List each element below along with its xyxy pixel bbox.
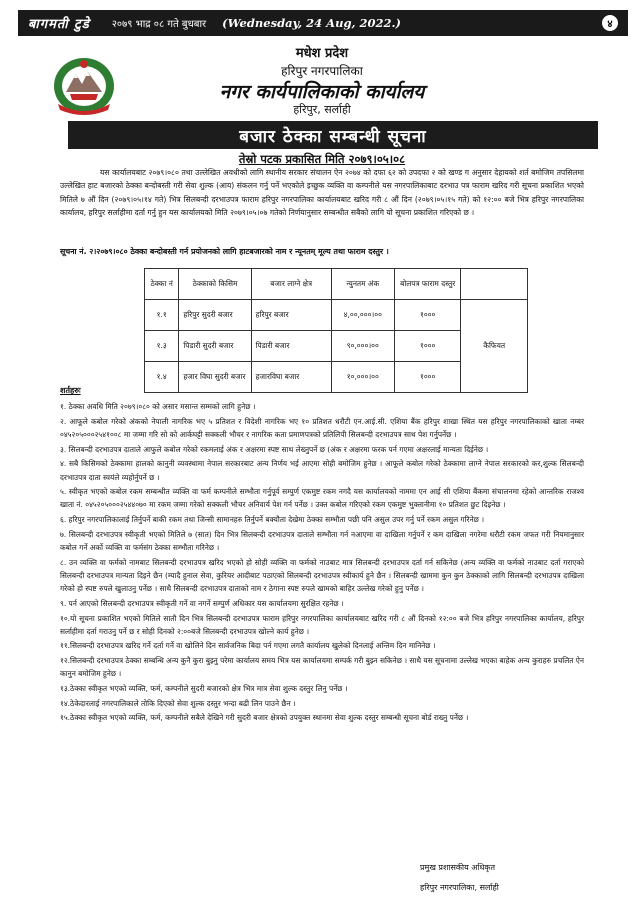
- cell-sn: १.१: [145, 300, 179, 331]
- cell-minimum: ९०,०००।००: [331, 331, 394, 362]
- newspaper-name: बागमती टुडे: [28, 17, 90, 32]
- notice-subtitle: तेस्रो पटक प्रकासित मिति २०७९।०५।०८: [238, 152, 406, 166]
- cell-remark: कैफियत: [461, 300, 528, 393]
- ad-date: (Wednesday, 24 Aug, 2022.): [222, 16, 401, 30]
- bazaar-fee-table: [144, 268, 528, 393]
- term-item: १५.ठेक्का स्वीकृत भएको व्यक्ति, फर्म, कम्पनीले सबैले देखिने गरी सुदरी बजार क्षेत्रको उपयुक्त स्थानमा सेवा शुल्क दस्तुर सम्बन्धी सूचना बोर्ड राख्नु पर्नेछ ।: [60, 713, 469, 723]
- cell-minimum: १०,०००।००: [331, 362, 394, 393]
- cell-area: हरिपुर बजार: [251, 300, 331, 331]
- term-item: ५. स्वीकृत भएको कबोल रकम सम्बन्धीत व्यक्ति वा फर्म कम्पनीले सम्भौता गर्नुपूर्व सम्पुर्ण एकमुष्ट रकम नगदै यस कार्यालयको नाममा एन आई सी एशिया बैंकमा संचालनमा रहेको आन्तरिक राजश्व खाता नं. ०४५२०५०००२५४४०७० मा रकम जम्मा गरेको सक्कली भौचर अनिवार्य पेश गर्न पर्नेछ । उक्त कबोल गरिएको रकम एकमुष्ट भुक्तानीमा १० प्रतिशत छुट दिइनेछ ।: [60, 487, 584, 510]
- header-form-fee: बोलपत्र फाराम दस्तुर: [394, 269, 460, 300]
- table-intro: सूचना नं. २।२०७९।०८० ठेक्का बन्दोबस्ती गर्न प्रयोजनको लागि हाटबजारको नाम र न्यूनतम् मूल्य तथा फाराम दस्तुर ।: [60, 247, 389, 256]
- cell-form-fee: १०००: [394, 362, 460, 393]
- page-number: ४: [602, 15, 618, 31]
- terms-list: [60, 400, 584, 726]
- term-item: ३. सिलबन्दी दरभाउपत्र दाताले आफुले कबोल गरेको रकमलाई अंक र अक्षरमा स्पष्ट साथ लेख्नुपर्ने छ (अंक र अक्षरमा फरक पर्न गएमा अक्षरलाई मान्यता दिईनेछ ।: [60, 444, 489, 454]
- signatory-designation: प्रमुख प्रशासकीय अधिकृत: [420, 863, 496, 872]
- term-item: २. आफूले कबोल गरेको अंकको नेपाली नागरिक भए ५ प्रतिशत र विदेशी नागरिक भए १० प्रतिशत धरौटी एन.आई.सी. एशिया बैंक हरिपुर शाखा स्थित यस हरिपुर नगरपालिकाको खाता नम्बर ०४५२०५०००२५४१००८ मा जम्मा गरि सो को आर्कघट्टी सक्कली भौचर र नागरिक कता प्रमाणपत्रको प्रतिलिपी सिलबन्दी दरभाउपत्र साथ पेश गर्नुपर्नेछ ।: [60, 416, 584, 439]
- cell-form-fee: १०००: [394, 331, 460, 362]
- term-item: १२.सिलबन्दी दरभाउपत्र ठेक्का सम्बन्धि अन्य कुनै कुरा बुझ्नु परेमा कार्यालय समय भित्र यस कार्यालयमा सम्पर्क गरी बुझ्न सकिनेछ । साथै यस सूचनामा उल्लेख भएका बाहेक अन्य कुराहरु प्रचलित ऐन कानुन बमोजिम हुनेछ ।: [60, 656, 584, 679]
- header-minimum: न्युनतम अंक: [331, 269, 394, 300]
- notice-title: बजार ठेक्का सम्बन्धी सूचना: [68, 121, 598, 149]
- signatory-office: हरिपुर नगरपालिका, सर्लाही: [420, 883, 499, 892]
- cell-type: हरिपुर सुदरी बजार: [179, 300, 251, 331]
- cell-area: हजारविघा बजार: [251, 362, 331, 393]
- bs-date: २०७९ भाद्र ०८ गते बुधबार: [111, 19, 207, 30]
- newspaper-masthead: [18, 10, 628, 36]
- cell-sn: १.३: [145, 331, 179, 362]
- term-item: १३.ठेक्का स्वीकृत भएको व्यक्ति, फर्म, कम्पनीले सुदरी बजारको क्षेत्र भित्र मात्र सेवा शुल्क दस्तुर लिनु पर्नेछ ।: [60, 684, 348, 694]
- terms-title: शर्तहरुः: [60, 386, 81, 395]
- cell-minimum: ४,००,०००।००: [331, 300, 394, 331]
- table-header-row: [145, 269, 528, 300]
- term-item: ११.सिलबन्दी दरभाउपत्र खरिद गर्ने दर्ता गर्ने वा खोलिने दिन सार्वजनिक बिदा पर्न गएमा लगतै कार्यालय खुलेको दिनलाई अन्तिम दिन मानिनेछ ।: [60, 641, 436, 651]
- term-item: १०.यो सूचना प्रकाशित भएको मितिले सातौ दिन भित्र सिलबन्दी दरभाउपत्र फाराम हरिपुर नगरपालिका कार्यालयबाट खरिद गरी ८ औं दिनको १२:०० बजे भित्र हरिपुर नगरपालिका कार्यालय, हरिपुर सर्लाहीमा दर्ता गराउनु पर्ने छ र सोही दिनको २:००बजे सिलबन्दी दरभाउपत्र खोल्ने कार्य हुनेछ ।: [60, 613, 584, 636]
- term-item: ७. सिलबन्दी दरभाउपत्र स्वीकृती भएको मितिले ७ (सात) दिन भित्र सिलबन्दी दरभाउपत्र दाताले सम्भौता गर्न नआएमा वा दाखिला गर्नुपर्ने र कम दाखिला नगरेमा धरौटी रकम जफत गरी नियमानुसार कबोल गर्ने अर्को व्यक्ति वा फर्मसंग ठेक्का सम्भौता गरिनेछ ।: [60, 529, 584, 553]
- cell-sn: १.४: [145, 362, 179, 393]
- cell-type: हजार विघा सुदरी बजार: [179, 362, 251, 393]
- header-sn: ठेक्का नं: [145, 269, 179, 300]
- office-address: हरिपुर, सर्लाही: [293, 103, 351, 116]
- header-area: बजार लाग्ने क्षेत्र: [251, 269, 331, 300]
- term-item: १४.ठेकेदारलाई नगरपालिकाले तोकि दिएको सेवा शुल्क दस्तुर भन्दा बढी लिन पाउने छैन ।: [60, 698, 296, 708]
- municipality-name: हरिपुर नगरपालिका: [281, 64, 363, 78]
- office-name: नगर कार्यपालिकाको कार्यालय: [219, 81, 425, 103]
- term-item: ८. उन व्यक्ति वा फर्मको नामबाट सिलबन्दी दरभाउपत्र खरिद भएको हो सोही व्यक्ति वा फर्मको नाउबाट मात्र सिलबन्दी दरभाउपत्र दर्ता गर्न सकिनेछ (अन्य व्यक्ति वा फर्मको नाउबाट दर्ता गराएको सिलबन्दी दरभाउपत्र मान्यता दिइने छैन (म्यादै हुनाल सेवा, कुरियर आदीबाट पठाएको सिलबन्दी दरभाउपत्र स्वीकार्य हुने छैन । सिलबन्दी खाममा कुन कुन ठेक्काको लागि सिलबन्दी दरभाउपत्र दाखिला गरेको हो स्पष्ट रुपले खुलाउनु पर्नेछ । साथै सिलबन्दी दरभाउपत्र दाताको नाम र ठेगाना स्पष्ट रुपले खामको बाहिर उल्लेख गरेको हुनु पर्नेछ ।: [60, 557, 584, 594]
- cell-area: पिडारी बजार: [251, 331, 331, 362]
- term-item: ९. पर्न आएको सिलबन्दी दरभाउपत्र स्वीकृती गर्ने वा नगर्ने सम्पुर्ण अधिकार यस कार्यालयमा सुरक्षित रहनेछ ।: [60, 598, 344, 608]
- header-blank: [461, 269, 528, 300]
- term-item: ४. सबै किसिमको ठेक्कामा हालको कानुनी व्यवस्थामा नेपाल सरकारबाट अन्य निर्णय भई आएमा सोही बमोजिम हुनेछ । आफूले कबोल गरेको ठेक्कामा लाग्ने नेपाल सरकारको कर,शुल्क सिलबन्दी दरभाउपत्र दाता स्वयंले व्यहोर्नुपर्ने छ ।: [60, 459, 584, 482]
- notice-intro: यस कार्यालयबाट २०७९।०८० तथा उल्लेखित अवधीको लागि स्थानीय सरकार संचालन ऐन २०७४ को दफा ६२ को उपदफा २ को खण्ड ग अनुसार देहायको शर्त बमोजिम तपसिलमा उल्लेखित हाट बजारको ठेक्का बन्दोबस्ती गरी सेवा शुल्क (आय) संकलन गर्नु पर्ने भएकोले इच्छुक व्यक्ति वा कम्पनीले यस नगरपालिकाबाट दरभाउ पत्र फाराम खरिद गरी सूचना प्रकाशित भएको मितिले ७ औं दिन (२०७९।०५।१४ गते) भित्र सिलबन्दी दरभाउपत्र फाराम हरिपुर नगरपालिका कार्यालयबाट खरिद गरी ८ औं दिन (२०७९।०५।१५ गते) को १२:०० बजे भित्र हरिपुर नगरपालिका कार्यालय, हरिपुर सर्लाहीमा दर्ता गर्नु हुन यस कार्यालयको मिति २०७९।०५।०७ गतेको निर्णयानुसार सम्बन्धीत सबैको लागि यो सूचना प्रकाशित गरिएको छ ।: [60, 168, 584, 218]
- term-item: ६. हरिपुर नगरपालिकालाई तिर्नुपर्ने बाकी रकम तथा जिन्सी सामानहरु तिर्नुपर्ने बक्यौता देखेमा ठेक्का सम्भौता पछी पनि असुल उपर गर्नु पर्ने रकम असुल गरिनेछ ।: [60, 515, 485, 525]
- cell-form-fee: १०००: [394, 300, 460, 331]
- header-type: ठेक्काको किसिम: [179, 269, 251, 300]
- term-item: १. ठेक्का अवधि मिति २०७९।०८० को असार मसान्त सम्मको लागि हुनेछ ।: [60, 402, 256, 411]
- province-name: मधेश प्रदेश: [295, 46, 349, 61]
- cell-type: पिडारी सुदरी बजार: [179, 331, 251, 362]
- table-row: [145, 300, 528, 331]
